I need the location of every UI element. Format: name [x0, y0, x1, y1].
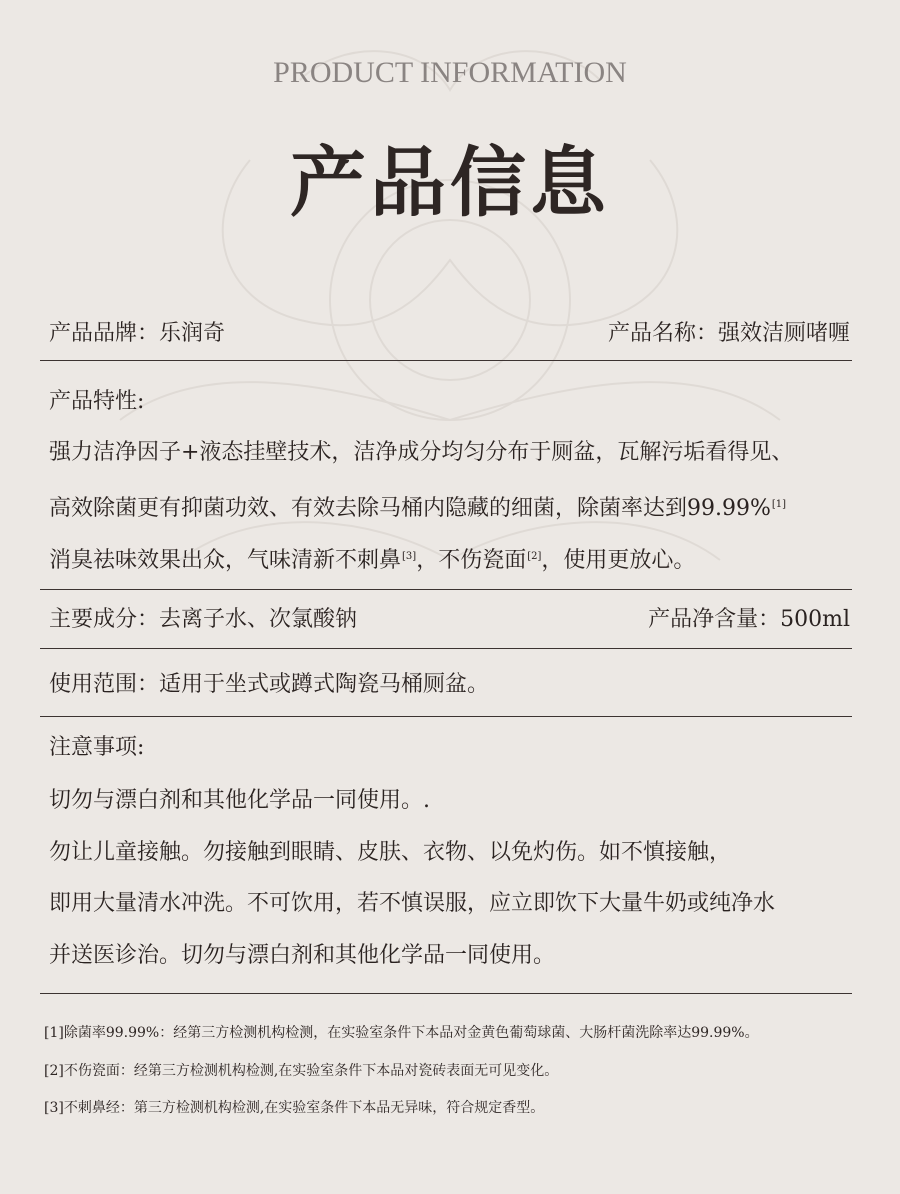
- ingredients-value: 去离子水、次氯酸钠: [159, 607, 358, 632]
- divider: [40, 716, 852, 717]
- features-line-3-a: 消臭祛味效果出众，气味清新不刺鼻: [49, 548, 402, 573]
- ingredients-label: 主要成分：: [49, 607, 160, 632]
- features-label: 产品特性:: [49, 389, 145, 414]
- usage-row: [49, 670, 850, 700]
- net-content-value: 500ml: [780, 607, 850, 632]
- net-content: [648, 605, 850, 635]
- divider: [40, 589, 852, 590]
- notes-line-3: 即用大量清水冲洗。不可饮用，若不慎误服，应立即饮下大量牛奶或纯净水: [49, 891, 776, 916]
- product-name-label: 产品名称：: [607, 321, 718, 346]
- product-name: [608, 319, 850, 349]
- features-line-2-text: 高效除菌更有抑菌功效、有效去除马桶内隐藏的细菌，除菌率达到99.99%: [49, 496, 771, 521]
- ingredients-row: [49, 605, 850, 635]
- features-line-3-b: ，不伤瓷面: [416, 548, 527, 573]
- notes-label: 注意事项:: [49, 735, 145, 760]
- notes-line-4: 并送医诊治。切勿与漂白剂和其他化学品一同使用。: [49, 943, 556, 968]
- footnote-ref-3: [3]: [402, 551, 417, 562]
- brand-label: 产品品牌：: [49, 321, 160, 346]
- footnote-2: [2]不伤瓷面：经第三方检测机构检测,在实验室条件下本品对瓷砖表面无可见变化。: [44, 1063, 559, 1079]
- footnote-3: [3]不刺鼻经：第三方检测机构检测,在实验室条件下本品无异味，符合规定香型。: [44, 1100, 545, 1116]
- divider: [40, 360, 852, 361]
- features-line-3-c: ，使用更放心。: [541, 548, 696, 573]
- notes-line-2: 勿让儿童接触。勿接触到眼睛、皮肤、衣物、以免灼伤。如不慎接触，: [49, 840, 732, 865]
- product-name-value: 强效洁厕啫喱: [717, 321, 850, 346]
- features-line-1: 强力洁净因子+液态挂壁技术，洁净成分均匀分布于厕盆，瓦解污垢看得见、: [49, 440, 794, 465]
- footnote-ref-1: [1]: [771, 499, 787, 510]
- usage-label: 使用范围：: [49, 672, 160, 697]
- usage-value: 适用于坐式或蹲式陶瓷马桶厕盆。: [159, 672, 490, 697]
- footnote-1: [1]除菌率99.99%：经第三方检测机构检测，在实验室条件下本品对金黄色葡萄球菌、大肠杆菌洗除率达99.99%。: [44, 1025, 759, 1041]
- page-title: 产品信息: [290, 138, 610, 227]
- brand-row: [49, 319, 850, 349]
- divider: [40, 993, 852, 994]
- divider: [40, 648, 852, 649]
- english-title: PRODUCT INFORMATION: [273, 56, 627, 89]
- features-line-2: [49, 490, 859, 524]
- footnote-ref-2: [2]: [527, 551, 542, 562]
- brand-value: 乐润奇: [159, 321, 226, 346]
- features-line-3: [49, 542, 859, 576]
- net-content-label: 产品净含量：: [648, 607, 781, 632]
- notes-line-1: 切勿与漂白剂和其他化学品一同使用。.: [49, 788, 430, 813]
